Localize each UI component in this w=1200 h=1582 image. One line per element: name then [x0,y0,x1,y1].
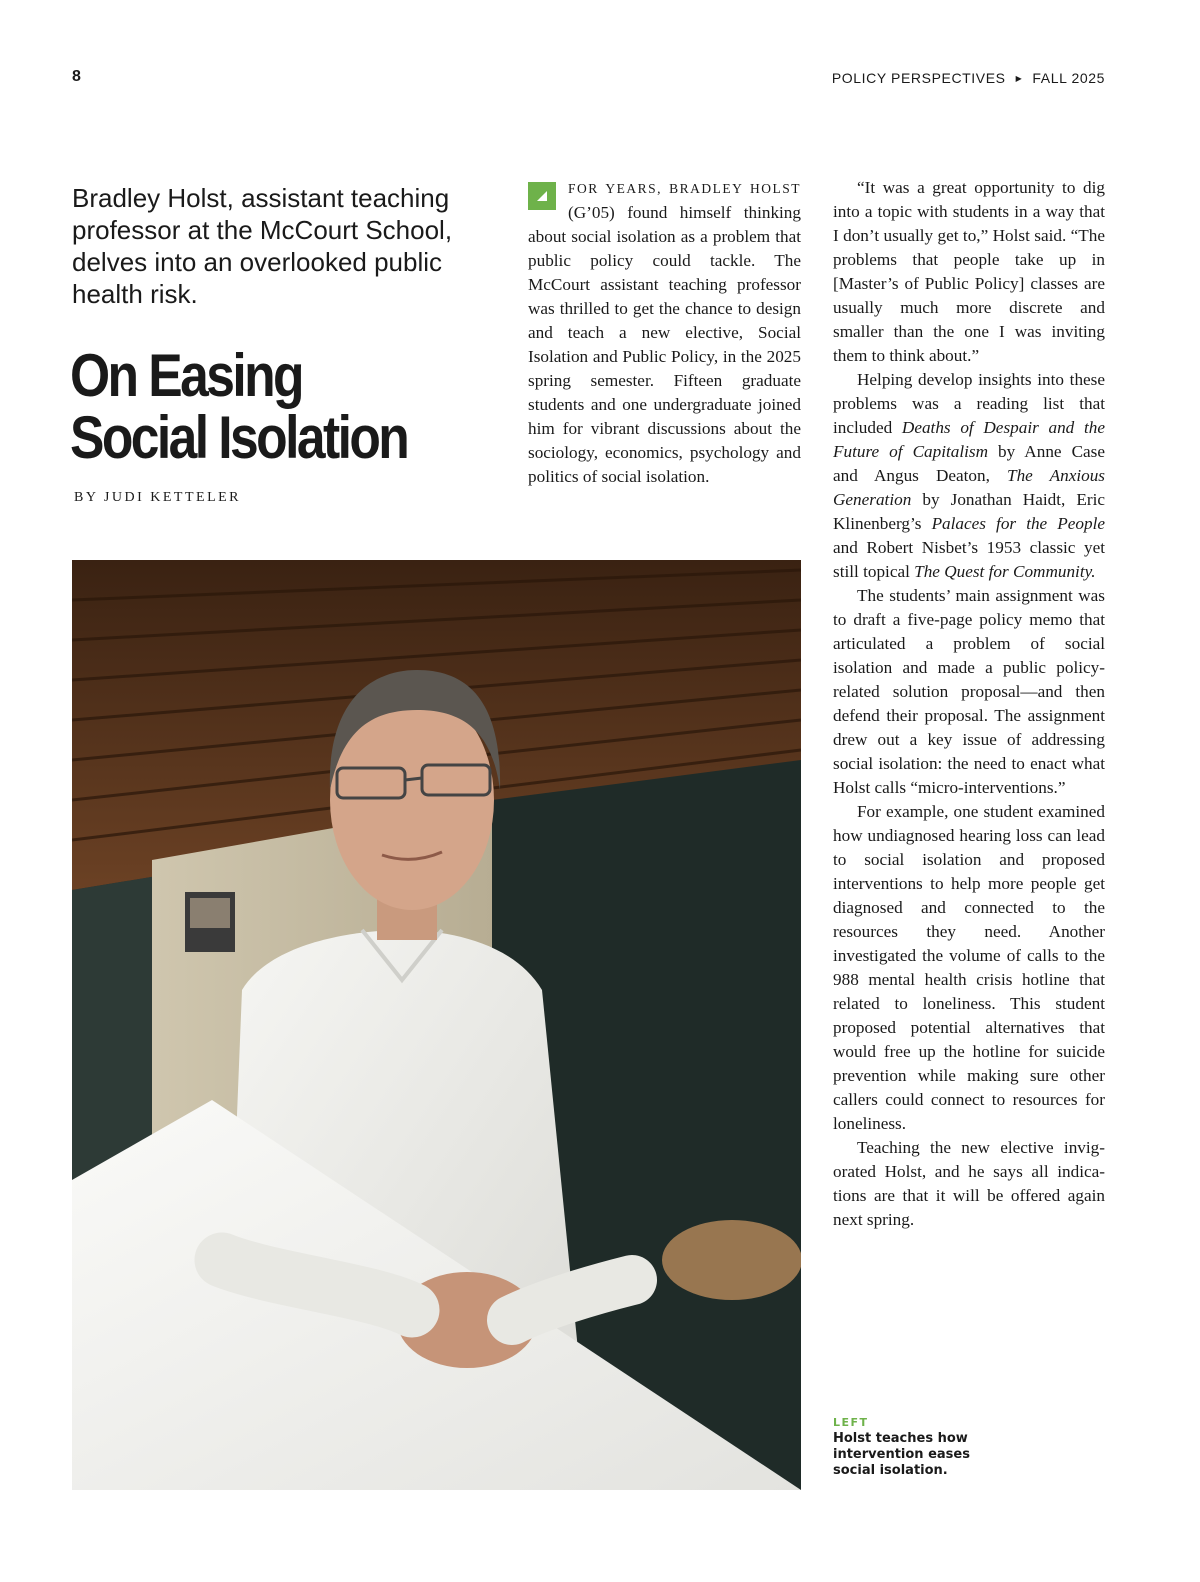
body-paragraph-4: The students’ main assignment was to draft a five-page policy memo that articulated a problem of social isolation and made a public policy-related solution proposal—and then defend their proposal. The assignment drew out a key issue of addressing social isolation: the need to enact what Holst calls “micro-interventions.” [833,586,1105,797]
running-head [832,70,1105,86]
body-paragraph-3 [833,368,1105,584]
article-title [70,342,457,471]
portrait-photo [72,560,801,1490]
issue-label: FALL 2025 [1032,70,1105,86]
body-paragraph-2: “It was a great opportunity to dig into a topic with students in a way that I don’t usually get to,” Holst said. “The problems that people take up in [Master’s of Public Policy] classes are usually much more discrete and smaller than the one I was inviting them to think about.” [833,178,1105,365]
byline: BY JUDI KETTELER [74,490,242,505]
paragraph-text: by Jonathan Haidt, Eric Klinenberg’s [833,490,1105,533]
portrait-illustration [72,560,801,1490]
paragraph-text: and Robert Nisbet’s 1953 classic yet still topical [833,538,1105,581]
paragraph-text: (G’05) found himself thinking about social isolation as a problem that public policy could tackle. The McCourt assistant teaching professor was thrilled to get the chance to design and teach a new elective, Social Isolation and Public Policy, in the 2025 spring semester. Fifteen graduate students and one undergraduate joined him for vibrant discussions about the sociology, economics, psychology and politics of social isolation. [528,203,801,486]
body-column-1 [528,176,801,489]
page-number: 8 [72,68,81,85]
body-paragraph-6: Teaching the new elective invigorated Holst, and he says all indications are that it will be offered again next spring. [833,1138,1105,1229]
book-title: The Quest for Community. [914,562,1096,581]
paragraph-text: Helping develop insights into these problems was a reading list that included [833,370,1105,437]
triangle-separator-icon: ▶ [1015,73,1023,83]
publication-name: POLICY PERSPECTIVES [831,70,1006,86]
book-title: Deaths of Despair and the Future of Capitalism [833,418,1105,461]
caption-text: Holst teaches how intervention eases social isolation. [833,1431,970,1478]
article-dek: Bradley Holst, assistant teaching professor at the McCourt School, delves into an overlooked public health risk. [72,183,453,309]
title-line-2: Social Isolation [70,404,408,471]
start-marker-icon [528,182,556,210]
paragraph-text: by Anne Case and Angus Deaton, [833,442,1105,485]
body-paragraph-1 [528,176,801,489]
photo-caption [833,1415,973,1479]
caption-label: LEFT [833,1416,869,1429]
book-title: The Anxious Generation [833,466,1105,509]
title-line-1: On Easing [70,342,302,409]
book-title: Palaces for the People [931,514,1105,533]
body-column-2 [833,176,1105,1232]
body-paragraph-5: For example, one student examined how undiagnosed hearing loss can lead to social isolation and proposed interventions to help more people get diagnosed and connected to the resources they need. Another investigated the volume of calls to the 988 mental health crisis hotline that related to loneliness. This student proposed potential alternatives that would free up the hotline for suicide prevention while making sure other callers could connect to resources for loneliness. [833,802,1105,1133]
lead-in: FOR YEARS, BRADLEY HOLST [568,181,801,196]
